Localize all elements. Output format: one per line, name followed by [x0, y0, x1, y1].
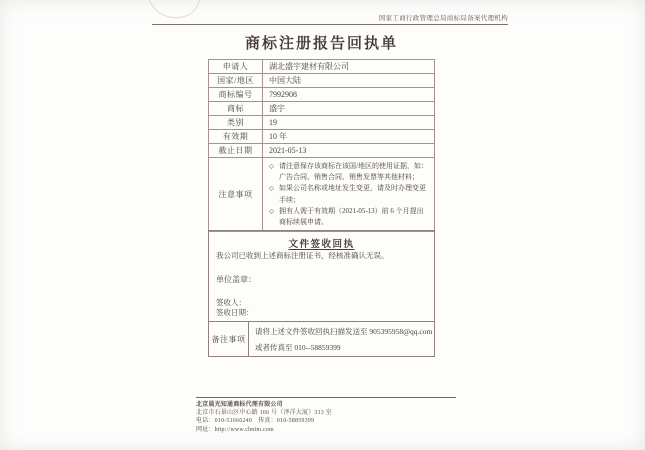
row-value: 盛宇 — [263, 102, 435, 116]
remark-row — [209, 321, 434, 356]
notes-label: 注意事项 — [209, 158, 263, 232]
row-label: 申请人 — [209, 60, 263, 74]
row-label: 商标 — [209, 102, 263, 116]
remark-line-scan: 请将上述文件签收回执扫描发送至 905395958@qq.com — [255, 327, 433, 336]
row-label: 类别 — [209, 116, 263, 130]
table-row — [209, 130, 435, 144]
table-row — [209, 144, 435, 158]
notes-cell — [263, 158, 435, 232]
row-label: 有效期 — [209, 130, 263, 144]
table-row — [209, 116, 435, 130]
footer-phone-fax: 电话：010-51666240 传真：010-58859399 — [196, 418, 315, 425]
trademark-info-table — [208, 59, 435, 232]
diamond-bullet-icon: ◇ — [269, 207, 274, 215]
note-item — [269, 183, 429, 205]
signer-label: 签收人： — [216, 298, 246, 307]
row-value: 19 — [263, 116, 435, 130]
row-label: 国家/地区 — [209, 74, 263, 88]
remark-content — [249, 322, 434, 356]
footer-website: 网址：http://www.chntm.com — [196, 426, 274, 433]
note-text: 请注意保存该商标在该国/地区的使用证据，如：广告合同、销售合同、销售发票等其他材料； — [279, 162, 428, 182]
agency-footer — [196, 397, 456, 434]
diamond-bullet-icon: ◇ — [269, 185, 274, 193]
sign-date-label: 签收日期： — [216, 308, 254, 317]
notes-row — [209, 158, 435, 232]
table-row — [209, 74, 435, 88]
receipt-section — [208, 230, 435, 357]
table-row — [209, 60, 435, 74]
note-text: 如果公司名称或地址发生变更，请及时办理变更手续； — [279, 184, 426, 204]
receipt-statement: 我公司已收到上述商标注册证书，经核准确认无误。 — [216, 251, 389, 260]
footer-company: 北京晨光知通商标代理有限公司 — [196, 401, 283, 408]
row-value: 10 年 — [263, 130, 435, 144]
receipt-title: 文件签收回执 — [288, 240, 355, 250]
row-label: 商标编号 — [209, 88, 263, 102]
row-value: 湖北盛宇建材有限公司 — [263, 60, 435, 74]
page-title: 商标注册报告回执单 — [244, 36, 398, 52]
row-value: 2021-05-13 — [263, 144, 435, 158]
row-value: 中国大陆 — [263, 74, 435, 88]
remark-line-fax: 或者传真至 010--58859399 — [255, 343, 341, 352]
row-value: 7992908 — [263, 88, 435, 102]
remark-label: 备注事项 — [209, 322, 249, 356]
note-item — [269, 161, 429, 183]
table-row — [209, 102, 435, 116]
footer-address: 北京市石景山区中心路 166 号（泽洋大厦）313 室 — [196, 409, 332, 416]
diamond-bullet-icon: ◇ — [269, 163, 274, 170]
table-row — [209, 88, 435, 102]
row-label: 截止日期 — [209, 144, 263, 158]
note-text: 拥有人需于有效期（2021-05-13）前 6 个月提出商标续展申请。 — [279, 206, 424, 226]
stamp-label: 单位盖章： — [216, 275, 256, 284]
note-item — [269, 206, 429, 228]
agency-registration-note: 国家工商行政管理总局商标局备案代理机构 — [152, 13, 508, 25]
